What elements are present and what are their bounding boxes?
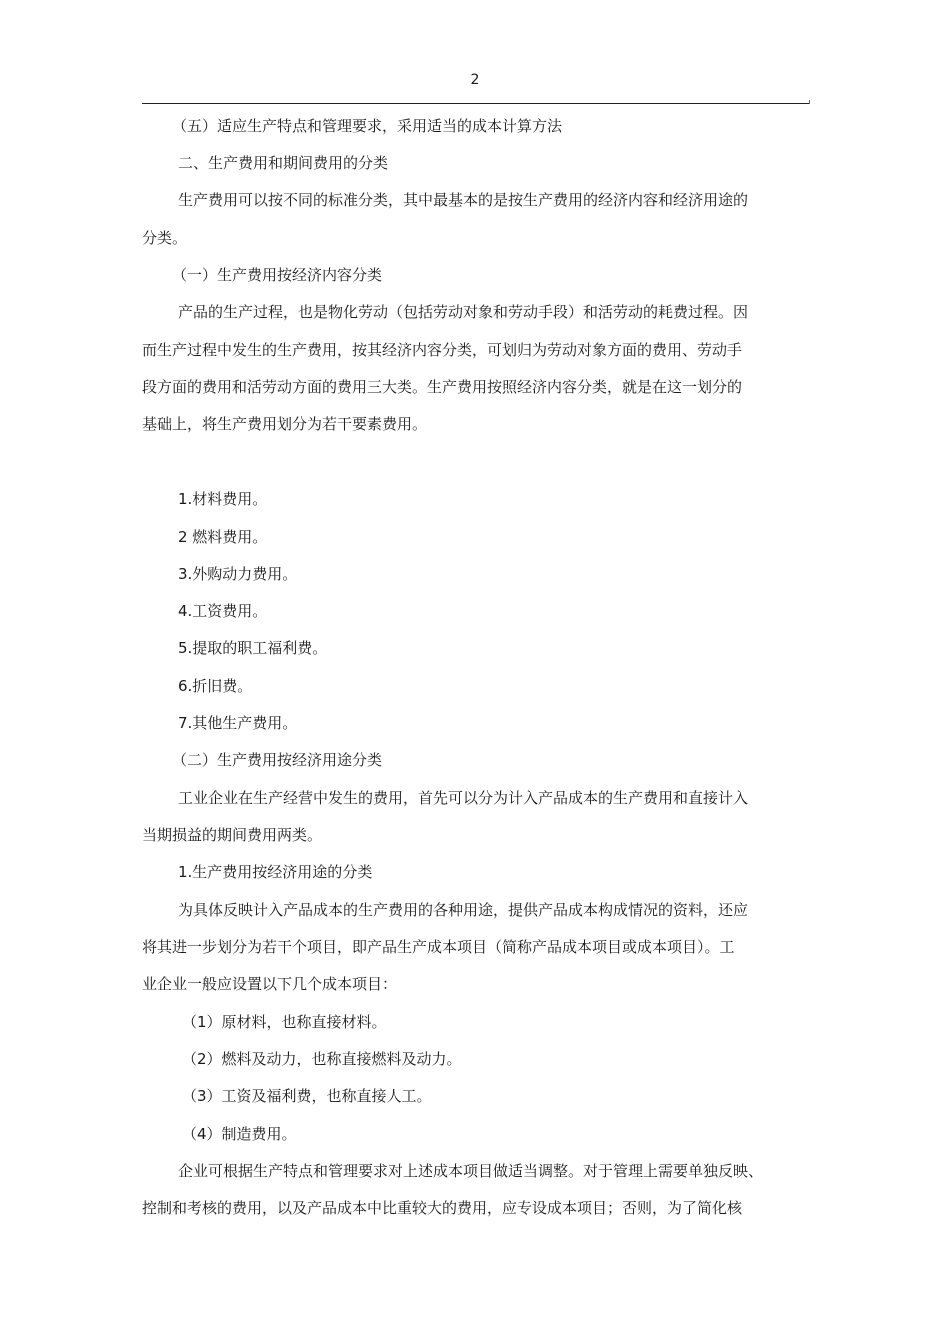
list-item: 6.折旧费。	[178, 677, 253, 695]
subsection-heading-2: （二）生产费用按经济用途分类	[172, 751, 383, 769]
list-item: 4.工资费用。	[178, 602, 268, 620]
subsection-heading-1-1: 1.生产费用按经济用途的分类	[178, 863, 373, 881]
list-item: 5.提取的职工福利费。	[178, 639, 328, 657]
list-item: 2 燃料费用。	[178, 528, 268, 546]
paragraph-line: 业企业一般应设置以下几个成本项目：	[142, 975, 398, 993]
list-item: 3.外购动力费用。	[178, 565, 298, 583]
subsection-heading-1: （一）生产费用按经济内容分类	[172, 266, 383, 284]
cost-item: （1）原材料，也称直接材料。	[182, 1013, 387, 1031]
page-number: 2	[470, 72, 480, 88]
paragraph-line: 基础上，将生产费用划分为若干要素费用。	[142, 415, 428, 433]
cost-item: （2）燃料及动力，也称直接燃料及动力。	[182, 1050, 462, 1068]
paragraph-line: 企业可根据生产特点和管理要求对上述成本项目做适当调整。对于管理上需要单独反映、	[178, 1162, 764, 1180]
section-heading-2: 二、生产费用和期间费用的分类	[178, 154, 389, 172]
paragraph-line: 工业企业在生产经营中发生的费用，首先可以分为计入产品成本的生产费用和直接计入	[178, 789, 749, 807]
paragraph-line: 当期损益的期间费用两类。	[142, 826, 323, 844]
paragraph-line: 段方面的费用和活劳动方面的费用三大类。生产费用按照经济内容分类，就是在这一划分的	[142, 378, 743, 396]
section-heading-5: （五）适应生产特点和管理要求，采用适当的成本计算方法	[172, 117, 563, 135]
list-item: 7.其他生产费用。	[178, 714, 298, 732]
header-rule	[142, 103, 810, 104]
paragraph-line: 而生产过程中发生的生产费用，按其经济内容分类，可划归为劳动对象方面的费用、劳动手	[142, 341, 743, 359]
list-item: 1.材料费用。	[178, 490, 268, 508]
paragraph-line: 将其进一步划分为若干个项目，即产品生产成本项目（简称产品成本项目或成本项目）。工	[142, 938, 735, 956]
paragraph-line: 生产费用可以按不同的标准分类，其中最基本的是按生产费用的经济内容和经济用途的	[178, 191, 749, 209]
cost-item: （4）制造费用。	[182, 1125, 297, 1143]
paragraph-line: 分类。	[142, 229, 188, 247]
paragraph-line: 控制和考核的费用，以及产品成本中比重较大的费用，应专设成本项目；否则，为了简化核	[142, 1199, 743, 1217]
paragraph-line: 为具体反映计入产品成本的生产费用的各种用途，提供产品成本构成情况的资料，还应	[178, 901, 749, 919]
header-rule-end-mark	[809, 100, 810, 104]
cost-item: （3）工资及福利费，也称直接人工。	[182, 1087, 432, 1105]
paragraph-line: 产品的生产过程，也是物化劳动（包括劳动对象和劳动手段）和活劳动的耗费过程。因	[178, 303, 749, 321]
